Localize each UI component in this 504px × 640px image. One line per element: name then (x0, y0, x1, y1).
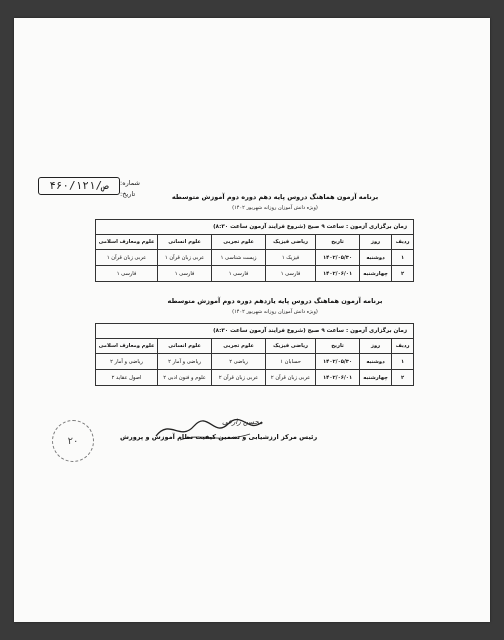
table-cell: ۱۴۰۲/۰۵/۳۰ (316, 250, 360, 266)
table-cell: ۱۴۰۲/۰۵/۳۰ (316, 354, 360, 370)
table-row (96, 266, 414, 282)
table-cell: ریاضی و آمار ۲ (158, 354, 212, 370)
table-cell: ۱۴۰۲/۰۶/۰۱ (316, 370, 360, 386)
table-cell: ۱ (392, 354, 414, 370)
table-cell: دوشنبه (360, 354, 392, 370)
header-cell: علوم انسانی (158, 339, 212, 354)
header-cell: علوم ومعارف اسلامی (96, 235, 158, 250)
header-cell: روز (360, 235, 392, 250)
header-cell: تاریخ (316, 235, 360, 250)
header-cell: علوم ومعارف اسلامی (96, 339, 158, 354)
header-cell: ریاضی فیزیک (266, 339, 316, 354)
table-row (96, 354, 414, 370)
header-cell: علوم تجربی (212, 235, 266, 250)
schedule-11-subtitle: (ویژه دانش آموزان روزانه شهریور ۱۴۰۲) (232, 309, 318, 315)
header-cell: ردیف (392, 235, 414, 250)
table-cell: ۱۴۰۲/۰۶/۰۱ (316, 266, 360, 282)
table-cell: عربی زبان قرآن ۲ (212, 370, 266, 386)
header-cell: ردیف (392, 339, 414, 354)
signatory-title: رئیس مرکز ارزشیابی و تضمین کیفیت نظام آموزش و پرورش (120, 433, 318, 441)
header-cell: روز (360, 339, 392, 354)
table-cell: اصول عقاید ۲ (96, 370, 158, 386)
schedule-10-title: برنامه آزمون هماهنگ دروس پایه دهم دوره دوم آموزش متوسطه (171, 193, 379, 201)
table-cell: عربی زبان قرآن ۲ (266, 370, 316, 386)
table-row (96, 370, 414, 386)
official-stamp: ۲۰ (52, 420, 94, 462)
schedule-10-subtitle: (ویژه دانش آموزان روزانه شهریور ۱۴۰۲) (232, 205, 318, 211)
table-cell: عربی زبان قرآن ۱ (158, 250, 212, 266)
document-page (14, 18, 490, 622)
schedule-10-time: زمان برگزاری آزمون : ساعت ۹ صبح (شروع فرایند آزمون ساعت ۸:۳۰) (96, 220, 414, 235)
table-cell: فارسی ۱ (96, 266, 158, 282)
header-cell: تاریخ (316, 339, 360, 354)
table-cell: عربی زبان قرآن ۱ (96, 250, 158, 266)
table-cell: فارسی ۱ (266, 266, 316, 282)
schedule-10-table (95, 219, 414, 282)
schedule-10-header-row (96, 235, 414, 250)
table-cell: ریاضی و آمار ۲ (96, 354, 158, 370)
table-cell: چهارشنبه (360, 266, 392, 282)
schedule-11-header-row (96, 339, 414, 354)
schedule-11-table (95, 323, 414, 386)
schedule-11-title: برنامه آزمون هماهنگ دروس پایه یازدهم دوره دوم آموزش متوسطه (167, 297, 383, 305)
table-cell: فارسی ۱ (158, 266, 212, 282)
table-row (96, 250, 414, 266)
schedule-11-time: زمان برگزاری آزمون : ساعت ۹ صبح (شروع فرایند آزمون ساعت ۸:۳۰) (96, 324, 414, 339)
table-cell: ۲ (392, 370, 414, 386)
header-cell: علوم تجربی (212, 339, 266, 354)
table-cell: ۲ (392, 266, 414, 282)
reference-number-box: ۴۶۰/۱۲۱/ص (38, 177, 120, 195)
table-cell: چهارشنبه (360, 370, 392, 386)
table-cell: علوم و فنون ادبی ۲ (158, 370, 212, 386)
header-cell: ریاضی فیزیک (266, 235, 316, 250)
table-cell: فیزیک ۱ (266, 250, 316, 266)
table-cell: ریاضی ۲ (212, 354, 266, 370)
table-cell: ۱ (392, 250, 414, 266)
header-cell: علوم انسانی (158, 235, 212, 250)
table-cell: حسابان ۱ (266, 354, 316, 370)
table-cell: دوشنبه (360, 250, 392, 266)
table-cell: زیست شناسی ۱ (212, 250, 266, 266)
signatory-name: محسن زارعی (222, 418, 263, 426)
number-label: شماره: (120, 179, 140, 187)
date-label: تاریخ: (120, 190, 136, 198)
table-cell: فارسی ۱ (212, 266, 266, 282)
